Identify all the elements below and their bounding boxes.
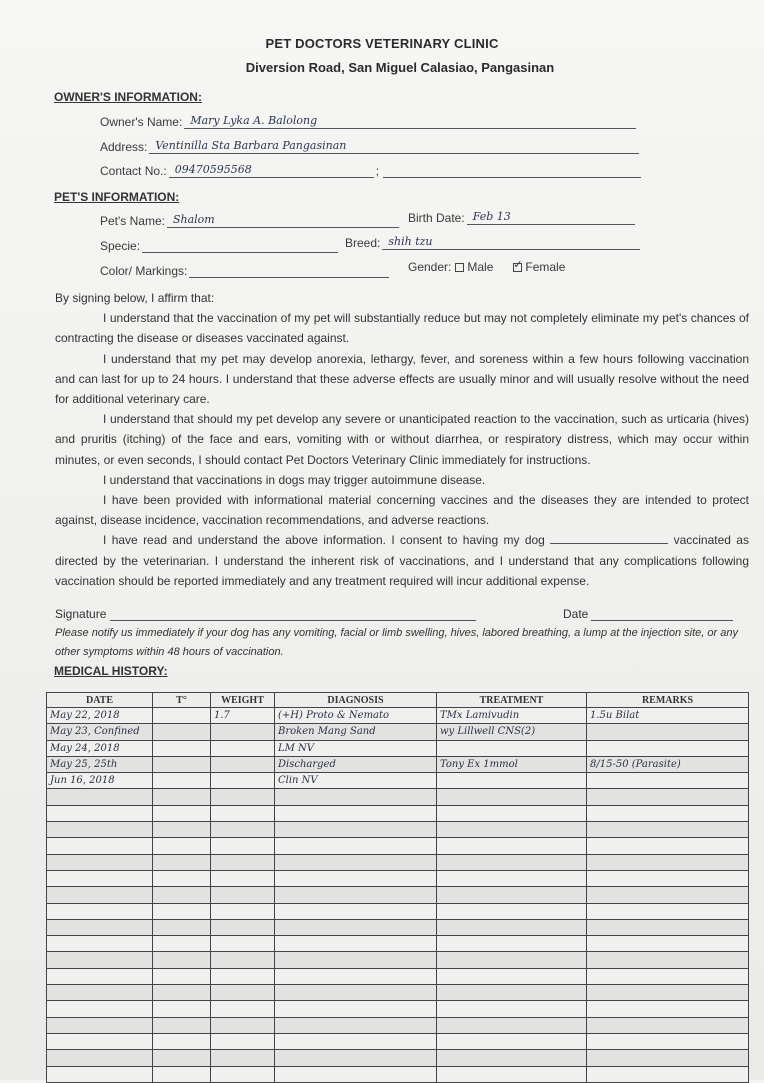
- consent-paragraph-5: I have been provided with informational material concerning vaccines and the diseases they are intended to protect against, disease incidence, vaccination recommendations, and adverse reactions.: [55, 493, 749, 528]
- cell-diagnosis[interactable]: [275, 789, 437, 805]
- cell-remarks[interactable]: [587, 887, 749, 903]
- cell-diagnosis[interactable]: [275, 968, 437, 984]
- cell-date[interactable]: [47, 1001, 153, 1017]
- cell-date[interactable]: [47, 870, 153, 886]
- cell-treatment[interactable]: [437, 985, 587, 1001]
- cell-weight[interactable]: [211, 919, 275, 935]
- cell-temperature[interactable]: [153, 919, 211, 935]
- cell-treatment[interactable]: [437, 1050, 587, 1066]
- cell-treatment[interactable]: [437, 936, 587, 952]
- owner-name-field[interactable]: [100, 114, 636, 129]
- cell-date[interactable]: [47, 1033, 153, 1049]
- cell-treatment[interactable]: [437, 789, 587, 805]
- cell-remarks[interactable]: [587, 740, 749, 756]
- owner-contact-alt-line[interactable]: [383, 163, 641, 178]
- cell-treatment[interactable]: [437, 870, 587, 886]
- cell-diagnosis[interactable]: LM NV: [275, 740, 437, 756]
- cell-temperature[interactable]: [153, 708, 211, 724]
- owner-contact-field[interactable]: [100, 163, 641, 178]
- cell-temperature[interactable]: [153, 789, 211, 805]
- cell-temperature[interactable]: [153, 968, 211, 984]
- owner-section-heading: OWNER'S INFORMATION:: [54, 90, 202, 104]
- cell-treatment[interactable]: [437, 740, 587, 756]
- cell-weight[interactable]: 1.7: [211, 708, 275, 724]
- owner-address-field[interactable]: [100, 139, 639, 154]
- table-row: [47, 740, 749, 756]
- cell-treatment[interactable]: [437, 854, 587, 870]
- cell-weight[interactable]: [211, 1050, 275, 1066]
- cell-remarks[interactable]: [587, 952, 749, 968]
- cell-treatment[interactable]: [437, 1017, 587, 1033]
- cell-treatment[interactable]: [437, 887, 587, 903]
- cell-treatment[interactable]: [437, 903, 587, 919]
- cell-weight[interactable]: [211, 968, 275, 984]
- table-row: [47, 854, 749, 870]
- cell-temperature[interactable]: [153, 936, 211, 952]
- male-checkbox[interactable]: [455, 263, 464, 272]
- cell-date[interactable]: [47, 805, 153, 821]
- cell-temperature[interactable]: [153, 724, 211, 740]
- table-row: [47, 1017, 749, 1033]
- pet-section-heading: PET'S INFORMATION:: [54, 190, 180, 204]
- column-header-remarks: REMARKS: [587, 693, 749, 708]
- consent-paragraph-3: I understand that should my pet develop any severe or unanticipated reaction to the vaccination, such as urticaria (hives) and pruritis (itching) of the face and ears, vomiting with or without diarrhea, or respiratory distress, which may occur within minutes, or even seconds, I should contact Pet Doctors Veterinary Clinic immediately for instructions.: [55, 412, 749, 467]
- cell-remarks[interactable]: [587, 903, 749, 919]
- post-vaccination-notice: Please notify us immediately if your dog has any vomiting, facial or limb swelling, hives, labored breathing, a lump at the injection site, or any other symptoms within 48 hours of vaccination.: [55, 627, 738, 658]
- cell-weight[interactable]: [211, 952, 275, 968]
- cell-date[interactable]: May 25, 25th: [47, 756, 153, 772]
- cell-treatment[interactable]: [437, 952, 587, 968]
- cell-temperature[interactable]: [153, 1033, 211, 1049]
- table-row: [47, 822, 749, 838]
- cell-temperature[interactable]: [153, 1017, 211, 1033]
- cell-date[interactable]: [47, 919, 153, 935]
- cell-weight[interactable]: [211, 740, 275, 756]
- cell-treatment[interactable]: wy Lillwell CNS(2): [437, 724, 587, 740]
- cell-diagnosis[interactable]: [275, 805, 437, 821]
- column-header-treatment: TREATMENT: [437, 693, 587, 708]
- cell-diagnosis[interactable]: Clin NV: [275, 773, 437, 789]
- cell-date[interactable]: May 22, 2018: [47, 708, 153, 724]
- pet-name-field[interactable]: [100, 213, 399, 228]
- cell-temperature[interactable]: [153, 1050, 211, 1066]
- cell-diagnosis[interactable]: [275, 822, 437, 838]
- cell-diagnosis[interactable]: [275, 952, 437, 968]
- cell-weight[interactable]: [211, 870, 275, 886]
- cell-diagnosis[interactable]: [275, 936, 437, 952]
- medical-history-body: [47, 708, 749, 1083]
- cell-diagnosis[interactable]: [275, 1050, 437, 1066]
- cell-diagnosis[interactable]: [275, 854, 437, 870]
- table-row: [47, 1001, 749, 1017]
- cell-diagnosis[interactable]: (+H) Proto & Nemato: [275, 708, 437, 724]
- male-label: Male: [467, 260, 494, 274]
- consent-paragraph-6b: vaccinated as directed by the veterinarian. I understand the inherent risk of vaccinations, and I understand that any complications following vaccination should be reported immediately and any treatment required will incur additional expense.: [55, 533, 749, 588]
- medical-history-table: [46, 692, 749, 1083]
- consent-paragraph-6a: I have read and understand the above information. I consent to having my dog: [103, 533, 545, 548]
- cell-temperature[interactable]: [153, 854, 211, 870]
- birth-date-label: Birth Date:: [408, 211, 465, 225]
- cell-treatment[interactable]: [437, 805, 587, 821]
- cell-date[interactable]: [47, 854, 153, 870]
- table-row: [47, 756, 749, 772]
- cell-date[interactable]: [47, 936, 153, 952]
- cell-date[interactable]: [47, 985, 153, 1001]
- medical-section-heading: MEDICAL HISTORY:: [54, 664, 168, 678]
- table-row: [47, 968, 749, 984]
- cell-date[interactable]: [47, 838, 153, 854]
- owner-name-label: Owner's Name:: [100, 115, 183, 129]
- cell-remarks[interactable]: [587, 1001, 749, 1017]
- cell-diagnosis[interactable]: [275, 1001, 437, 1017]
- cell-remarks[interactable]: [587, 870, 749, 886]
- breed-label: Breed:: [345, 236, 381, 250]
- cell-diagnosis[interactable]: Discharged: [275, 756, 437, 772]
- breed-field[interactable]: [345, 235, 640, 250]
- owner-contact-value: 09470595568: [174, 163, 252, 176]
- cell-weight[interactable]: [211, 887, 275, 903]
- consent-paragraph-4: I understand that vaccinations in dogs may trigger autoimmune disease.: [103, 472, 486, 487]
- cell-diagnosis[interactable]: [275, 919, 437, 935]
- cell-temperature[interactable]: [153, 985, 211, 1001]
- cell-remarks[interactable]: [587, 936, 749, 952]
- cell-weight[interactable]: [211, 936, 275, 952]
- specie-field[interactable]: [100, 238, 338, 253]
- cell-diagnosis[interactable]: [275, 985, 437, 1001]
- cell-diagnosis[interactable]: Broken Mang Sand: [275, 724, 437, 740]
- table-row: [47, 773, 749, 789]
- clinic-name: PET DOCTORS VETERINARY CLINIC: [265, 36, 499, 51]
- cell-diagnosis[interactable]: [275, 838, 437, 854]
- cell-remarks[interactable]: [587, 724, 749, 740]
- cell-temperature[interactable]: [153, 870, 211, 886]
- cell-weight[interactable]: [211, 1033, 275, 1049]
- cell-treatment[interactable]: [437, 822, 587, 838]
- birth-date-value: Feb 13: [472, 210, 511, 223]
- table-row: [47, 903, 749, 919]
- table-row: [47, 1050, 749, 1066]
- cell-diagnosis[interactable]: [275, 870, 437, 886]
- cell-remarks[interactable]: [587, 985, 749, 1001]
- cell-temperature[interactable]: [153, 805, 211, 821]
- cell-remarks[interactable]: [587, 1050, 749, 1066]
- table-row: [47, 708, 749, 724]
- cell-treatment[interactable]: [437, 1001, 587, 1017]
- column-header-date: DATE: [47, 693, 153, 708]
- consent-intro: By signing below, I affirm that:: [55, 291, 215, 305]
- contact-separator: ;: [375, 164, 380, 178]
- date-label: Date: [563, 607, 589, 621]
- cell-treatment[interactable]: [437, 968, 587, 984]
- table-row: [47, 936, 749, 952]
- pet-name-label: Pet's Name:: [100, 214, 165, 228]
- cell-weight[interactable]: [211, 903, 275, 919]
- cell-weight[interactable]: [211, 756, 275, 772]
- cell-weight[interactable]: [211, 838, 275, 854]
- cell-temperature[interactable]: [153, 773, 211, 789]
- specie-label: Specie:: [100, 239, 141, 253]
- cell-temperature[interactable]: [153, 1001, 211, 1017]
- column-header-weight: WEIGHT: [211, 693, 275, 708]
- cell-weight[interactable]: [211, 854, 275, 870]
- cell-date[interactable]: [47, 887, 153, 903]
- cell-weight[interactable]: [211, 724, 275, 740]
- owner-address-value: Ventinilla Sta Barbara Pangasinan: [155, 139, 347, 152]
- table-row: [47, 952, 749, 968]
- cell-date[interactable]: May 23, Confined: [47, 724, 153, 740]
- column-header-temperature: T°: [153, 693, 211, 708]
- table-row: [47, 870, 749, 886]
- owner-address-label: Address:: [100, 140, 148, 154]
- consent-paragraph-6: [55, 530, 749, 591]
- consent-text: [55, 288, 749, 591]
- cell-weight[interactable]: [211, 985, 275, 1001]
- cell-diagnosis[interactable]: [275, 887, 437, 903]
- cell-diagnosis[interactable]: [275, 1033, 437, 1049]
- cell-remarks[interactable]: [587, 1033, 749, 1049]
- signature-row: [55, 607, 749, 621]
- cell-date[interactable]: [47, 1017, 153, 1033]
- date-line[interactable]: [591, 620, 733, 621]
- signature-line[interactable]: [110, 620, 476, 621]
- owner-contact-label: Contact No.:: [100, 164, 167, 178]
- cell-temperature[interactable]: [153, 756, 211, 772]
- table-row: [47, 838, 749, 854]
- cell-temperature[interactable]: [153, 887, 211, 903]
- cell-weight[interactable]: [211, 822, 275, 838]
- cell-date[interactable]: [47, 968, 153, 984]
- cell-remarks[interactable]: [587, 838, 749, 854]
- cell-weight[interactable]: [211, 805, 275, 821]
- consent-paragraph-2: I understand that my pet may develop anorexia, lethargy, fever, and soreness within a few hours following vaccination and can last for up to 24 hours. I understand that these adverse effects are usually minor and will usually resolve without the need for additional veterinary care.: [55, 351, 749, 407]
- cell-weight[interactable]: [211, 1017, 275, 1033]
- table-row: [47, 985, 749, 1001]
- cell-temperature[interactable]: [153, 838, 211, 854]
- cell-remarks[interactable]: [587, 919, 749, 935]
- color-markings-field[interactable]: [100, 263, 389, 278]
- table-row: [47, 805, 749, 821]
- clinic-address: Diversion Road, San Miguel Calasiao, Pangasinan: [245, 60, 555, 75]
- cell-remarks[interactable]: 1.5u Bilat: [587, 708, 749, 724]
- gender-field: [408, 260, 565, 274]
- table-header-row: [47, 693, 749, 708]
- cell-date[interactable]: May 24, 2018: [47, 740, 153, 756]
- table-row: [47, 789, 749, 805]
- dog-name-blank[interactable]: [550, 533, 668, 544]
- birth-date-field[interactable]: [408, 210, 635, 225]
- pet-name-value: Shalom: [172, 213, 215, 226]
- table-row: [47, 724, 749, 740]
- cell-remarks[interactable]: [587, 1017, 749, 1033]
- cell-remarks[interactable]: [587, 968, 749, 984]
- cell-treatment[interactable]: [437, 773, 587, 789]
- table-row: [47, 887, 749, 903]
- consent-paragraph-1: I understand that the vaccination of my pet will substantially reduce but may not completely eliminate my pet's chances of contracting the disease or diseases vaccinated against.: [55, 311, 749, 346]
- table-row: [47, 919, 749, 935]
- cell-temperature[interactable]: [153, 822, 211, 838]
- cell-remarks[interactable]: [587, 789, 749, 805]
- cell-date[interactable]: [47, 822, 153, 838]
- cell-remarks[interactable]: [587, 822, 749, 838]
- cell-date[interactable]: [47, 1050, 153, 1066]
- cell-weight[interactable]: [211, 773, 275, 789]
- cell-diagnosis[interactable]: [275, 903, 437, 919]
- cell-treatment[interactable]: [437, 838, 587, 854]
- cell-temperature[interactable]: [153, 903, 211, 919]
- female-checkbox[interactable]: [513, 263, 522, 272]
- gender-label: Gender:: [408, 260, 452, 274]
- female-label: Female: [525, 260, 566, 274]
- cell-remarks[interactable]: [587, 805, 749, 821]
- cell-temperature[interactable]: [153, 952, 211, 968]
- cell-treatment[interactable]: [437, 919, 587, 935]
- breed-value: shih tzu: [388, 235, 433, 248]
- column-header-diagnosis: DIAGNOSIS: [275, 693, 437, 708]
- table-row: [47, 1033, 749, 1049]
- cell-date[interactable]: [47, 789, 153, 805]
- cell-remarks[interactable]: [587, 854, 749, 870]
- cell-treatment[interactable]: [437, 1033, 587, 1049]
- cell-date[interactable]: Jun 16, 2018: [47, 773, 153, 789]
- cell-remarks[interactable]: [587, 773, 749, 789]
- cell-treatment[interactable]: Tony Ex 1mmol: [437, 756, 587, 772]
- cell-date[interactable]: [47, 903, 153, 919]
- cell-treatment[interactable]: TMx Lamivudin: [437, 708, 587, 724]
- cell-temperature[interactable]: [153, 740, 211, 756]
- cell-remarks[interactable]: 8/15-50 (Parasite): [587, 756, 749, 772]
- signature-label: Signature: [55, 607, 107, 621]
- color-markings-label: Color/ Markings:: [100, 264, 188, 278]
- cell-weight[interactable]: [211, 789, 275, 805]
- owner-name-value: Mary Lyka A. Balolong: [190, 114, 318, 127]
- cell-weight[interactable]: [211, 1001, 275, 1017]
- cell-diagnosis[interactable]: [275, 1017, 437, 1033]
- cell-date[interactable]: [47, 952, 153, 968]
